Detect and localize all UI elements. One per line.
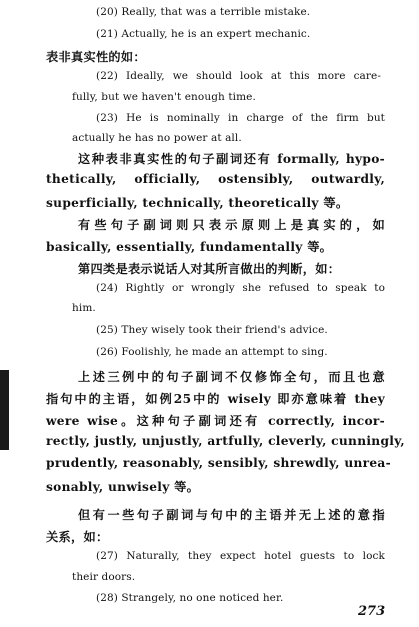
paragraph-subject-line4: rectly, justly, unjustly, artfully, cleverly, cunningly, <box>46 434 405 448</box>
example-28: (28) Strangely, no one noticed her. <box>96 592 284 604</box>
example-23-line1: (23) He is nominally in charge of the firm but <box>96 112 385 124</box>
paragraph-subject-line3: were wise。这种句子副词还有 correctly, incor- <box>46 414 385 428</box>
paragraph-nonreal-line2: thetically, officially, ostensibly, outwardly, <box>46 172 385 186</box>
paragraph-principle-line2: basically, essentially, fundamentally 等。 <box>46 240 333 254</box>
paragraph-principle-line1: 有些句子副词则只表示原则上是真实的，如 <box>78 218 385 232</box>
paragraph-no-relation-line2: 关系，如： <box>46 530 109 544</box>
paragraph-subject-line5: prudently, reasonably, sensibly, shrewdly, unrea- <box>46 456 391 470</box>
section-heading-judgment: 第四类是表示说话人对其所言做出的判断，如： <box>78 262 341 276</box>
example-22-line2: fully, but we haven't enough time. <box>72 91 256 103</box>
example-26: (26) Foolishly, he made an attempt to sing. <box>96 346 328 358</box>
example-20: (20) Really, that was a terrible mistake. <box>96 6 311 18</box>
example-24-line1: (24) Rightly or wrongly she refused to speak to <box>96 282 385 294</box>
example-24-line2: him. <box>72 302 96 314</box>
paragraph-no-relation-line1: 但有一些句子副词与句中的主语并无上述的意指 <box>78 508 385 522</box>
example-22-line1: (22) Ideally, we should look at this more care- <box>96 70 381 82</box>
binding-shadow <box>0 370 9 450</box>
page-number: 273 <box>358 604 386 619</box>
example-21: (21) Actually, he is an expert mechanic. <box>96 28 311 40</box>
paragraph-subject-line6: sonably, unwisely 等。 <box>46 480 200 494</box>
section-heading-nonreal: 表非真实性的如： <box>46 50 146 64</box>
paragraph-subject-line2: 指句中的主语，如例25中的 wisely 即亦意味着 they <box>46 392 385 406</box>
example-23-line2: actually he has no power at all. <box>72 132 242 144</box>
example-27-line1: (27) Naturally, they expect hotel guests to lock <box>96 550 385 562</box>
paragraph-subject-line1: 上述三例中的句子副词不仅修饰全句，而且也意 <box>78 370 385 384</box>
paragraph-nonreal-line1: 这种表非真实性的句子副词还有 formally, hypo- <box>78 152 385 166</box>
example-25: (25) They wisely took their friend's advice. <box>96 324 328 336</box>
example-27-line2: their doors. <box>72 571 136 583</box>
paragraph-nonreal-line3: superficially, technically, theoretically 等。 <box>46 196 349 210</box>
